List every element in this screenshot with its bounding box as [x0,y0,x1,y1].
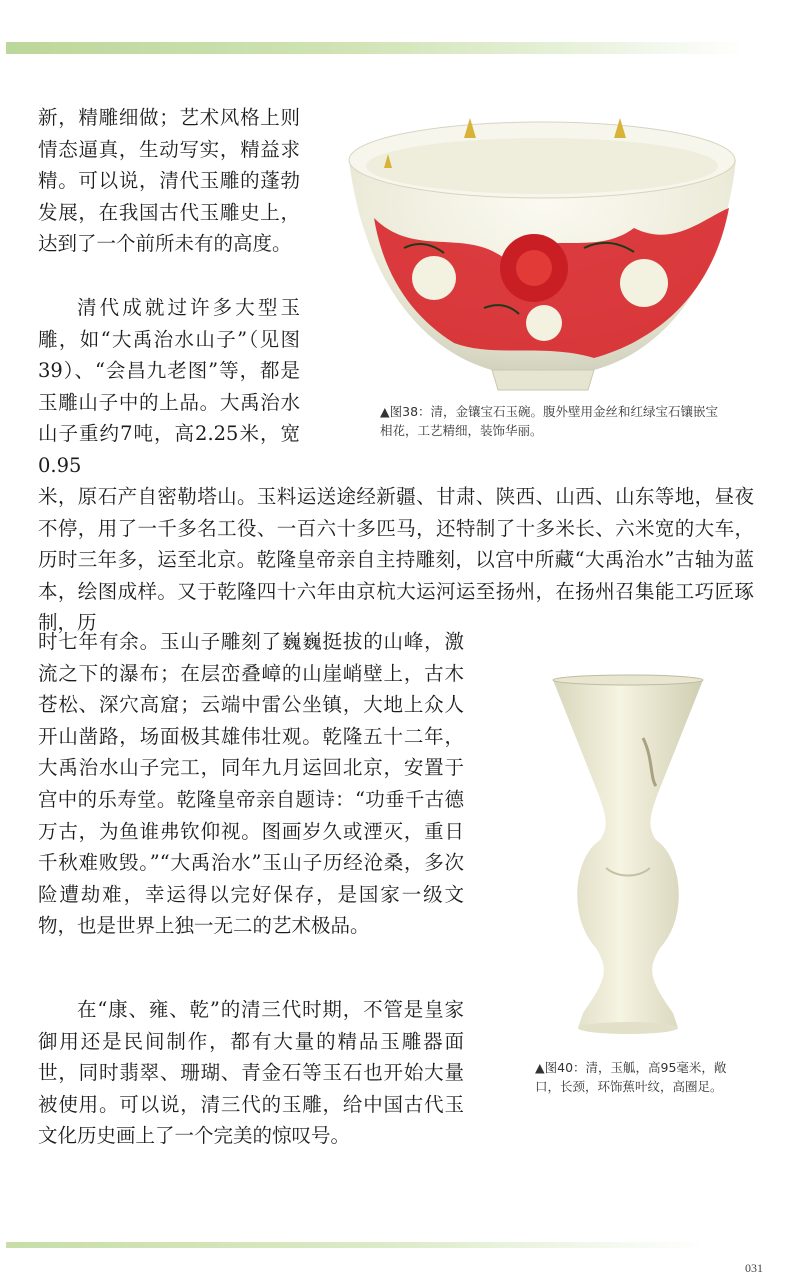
paragraph-2-part-a: 清代成就过许多大型玉雕，如“大禹治水山子”（见图39）、“会昌九老图”等，都是玉雕山子中的上品。大禹治水山子重约7吨，高2.25米，宽0.95 [38,296,300,477]
jade-gu-vase-photo [548,668,708,1038]
figure-38-caption: ▲图38：清，金镶宝石玉碗。腹外壁用金丝和红绿宝石镶嵌宝相花，工艺精细，装饰华丽。 [380,404,719,438]
header-band [6,42,746,54]
footer-band [6,1242,706,1248]
paragraph-2-part-b: 米，原石产自密勒塔山。玉料运送途经新疆、甘肃、陕西、山西、山东等地，昼夜不停，用了一千多名工役、一百六十多匹马，还特制了十多米长、六米宽的大车，历时三年多，运至北京。乾隆皇帝亲自主持雕刻，以宫中所藏“大禹治水”古轴为蓝本，绘图成样。又于乾隆四十六年由京杭大运河运至扬州，在扬州召集能工巧匠琢制，历 [38,485,754,635]
figure-40-caption: ▲图40：清，玉觚，高95毫米，敞口，长颈，环饰蕉叶纹，高圈足。 [535,1060,727,1094]
page-number: 031 [745,1261,763,1275]
jade-bowl-photo [344,108,742,398]
paragraph-1: 新，精雕细做；艺术风格上则情态逼真，生动写实，精益求精。可以说，清代玉雕的蓬勃发展，在我国古代玉雕史上，达到了一个前所未有的高度。 [38,106,300,256]
paragraph-3: 在“康、雍、乾”的清三代时期，不管是皇家御用还是民间制作，都有大量的精品玉雕器面世，同时翡翠、珊瑚、青金石等玉石也开始大量被使用。可以说，清三代的玉雕，给中国古代玉文化历史画上了一个完美的惊叹号。 [38,998,464,1148]
paragraph-2-part-c: 时七年有余。玉山子雕刻了巍巍挺拔的山峰，激流之下的瀑布；在层峦叠嶂的山崖峭壁上，古木苍松、深穴高窟；云端中雷公坐镇，大地上众人开山凿路，场面极其雄伟壮观。乾隆五十二年，大禹治水山子完工，同年九月运回北京，安置于宫中的乐寿堂。乾隆皇帝亲自题诗：“功垂千古德万古，为鱼谁弗钦仰视。图画岁久或湮灭，重日千秋难败毁。”“大禹治水”玉山子历经沧桑，多次险遭劫难，幸运得以完好保存，是国家一级文物，也是世界上独一无二的艺术极品。 [38,630,464,938]
